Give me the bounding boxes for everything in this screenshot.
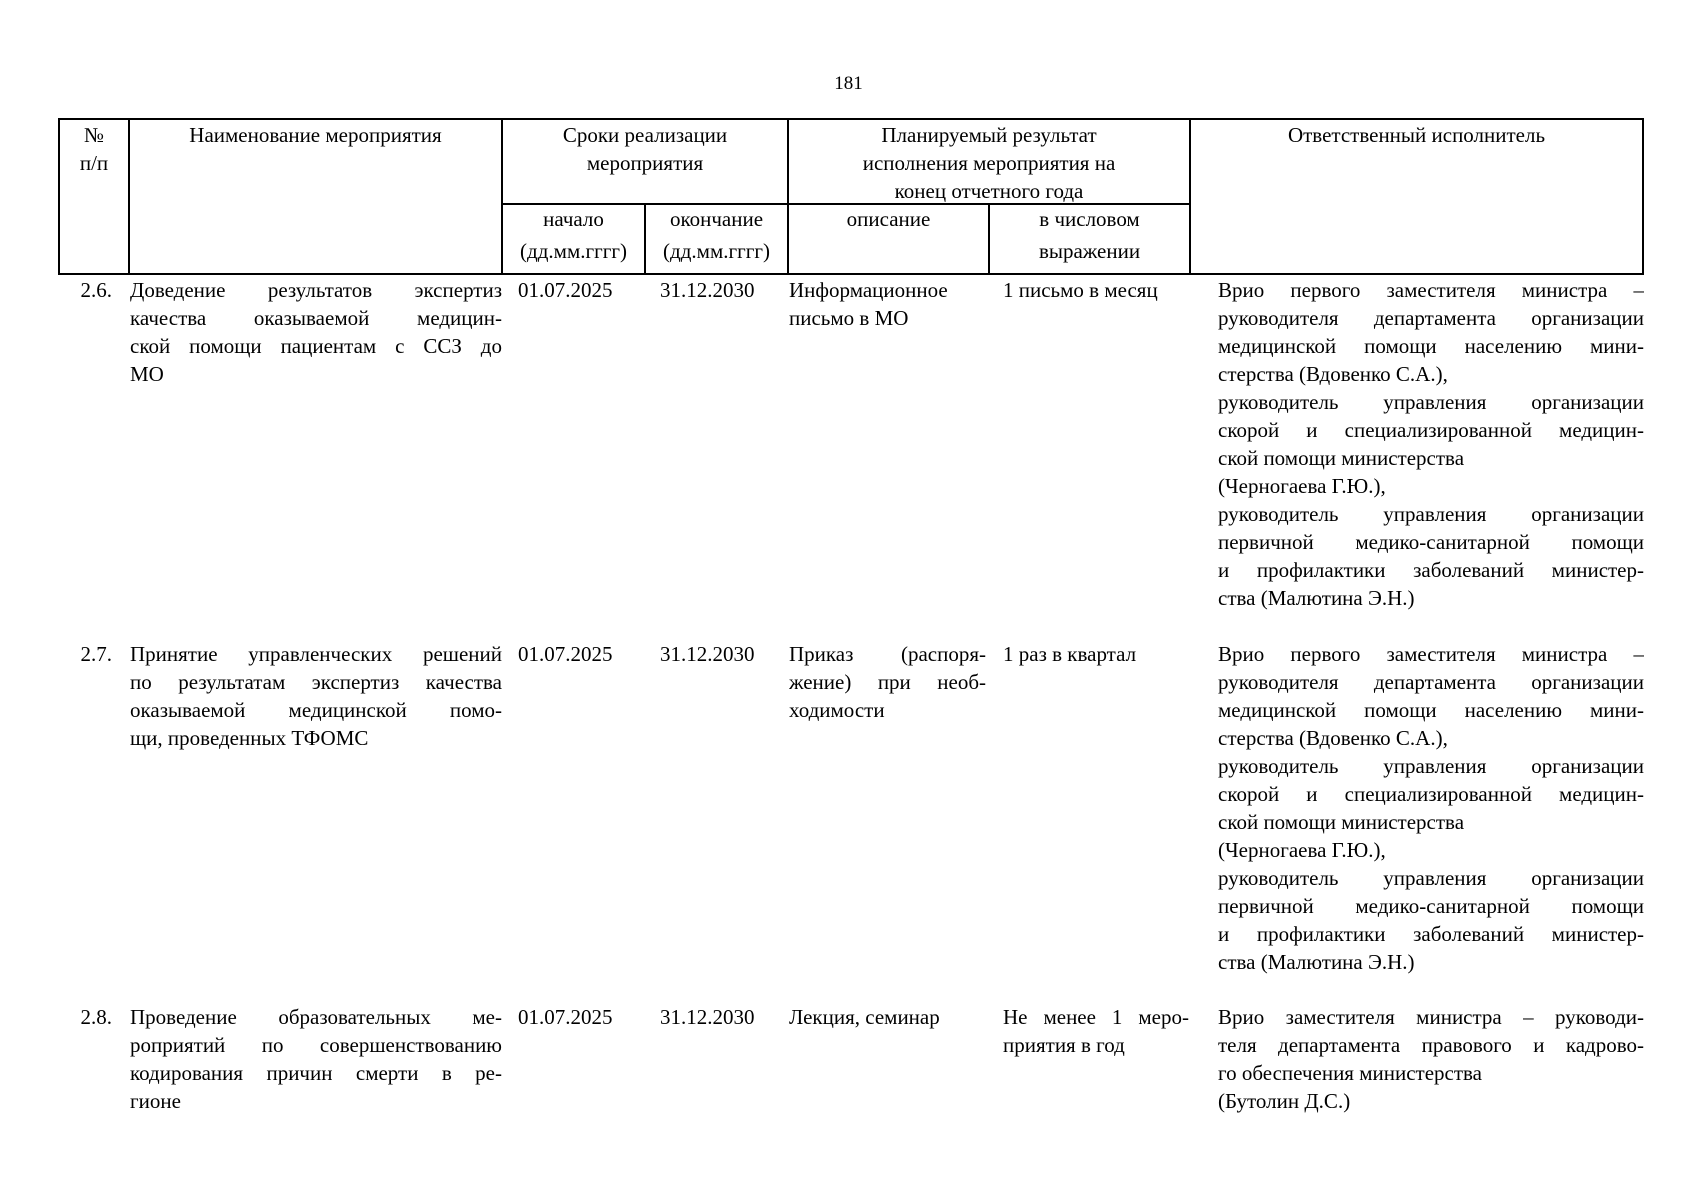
row-name-line: роприятий по совершенствованию — [130, 1033, 502, 1057]
row-resp-line: медицинской помощи населению мини- — [1218, 698, 1644, 722]
header-result-line: исполнения мероприятия на — [862, 151, 1116, 175]
row-resp-line: медицинской помощи населению мини- — [1218, 334, 1644, 358]
row-resp-line: ства (Малютина Э.Н.) — [1218, 586, 1415, 610]
header-result-qty — [990, 205, 1189, 265]
row-desc-line: ходимости — [789, 698, 885, 722]
row-name — [130, 1003, 502, 1115]
header-start-line: начало — [543, 207, 604, 231]
row-name-line: Доведение результатов экспертиз — [130, 278, 502, 302]
header-num-line: № — [83, 123, 105, 147]
row-resp-line: ства (Малютина Э.Н.) — [1218, 950, 1415, 974]
row-name-line: по результатам экспертиз качества — [130, 670, 502, 694]
header-num-line: п/п — [79, 151, 109, 175]
row-name-line: Проведение образовательных ме- — [130, 1005, 502, 1029]
row-description — [789, 640, 986, 724]
row-number: 2.7. — [80, 642, 112, 666]
row-number: 2.6. — [80, 278, 112, 302]
row-resp-line: скорой и специализированной медицин- — [1218, 418, 1644, 442]
header-end-line: окончание — [669, 207, 764, 231]
page-number: 181 — [834, 73, 863, 94]
row-resp-line: го обеспечения министерства — [1218, 1061, 1482, 1085]
header-period-line: Сроки реализации — [562, 123, 728, 147]
row-resp-line: Врио первого заместителя министра – — [1218, 278, 1644, 302]
header-result-desc: описание — [846, 207, 931, 231]
row-end-date: 31.12.2030 — [660, 642, 755, 666]
row-desc-line: Информационное — [789, 278, 948, 302]
header-period-end — [646, 205, 787, 265]
row-quantity — [1003, 640, 1189, 668]
row-resp-line: руководитель управления организации — [1218, 502, 1644, 526]
row-desc-line: Лекция, семинар — [789, 1005, 940, 1029]
header-end-line: (дд.мм.гггг) — [663, 239, 770, 263]
header-qty-line: выражении — [1038, 239, 1141, 263]
row-resp-line: руководителя департамента организации — [1218, 306, 1644, 330]
row-name-line: кодирования причин смерти в ре- — [130, 1061, 502, 1085]
row-end-date: 31.12.2030 — [660, 1005, 755, 1029]
row-number: 2.8. — [80, 1005, 112, 1029]
row-resp-line: (Черногаева Г.Ю.), — [1218, 474, 1386, 498]
row-resp-line: скорой и специализированной медицин- — [1218, 782, 1644, 806]
row-resp-line: руководитель управления организации — [1218, 390, 1644, 414]
row-resp-line: Врио заместителя министра – руководи- — [1218, 1005, 1644, 1029]
header-top-border — [58, 118, 1644, 120]
header-bottom-border — [58, 273, 1644, 275]
row-resp-line: и профилактики заболеваний министер- — [1218, 922, 1644, 946]
row-desc-line: письмо в МО — [789, 306, 909, 330]
row-resp-line: и профилактики заболеваний министер- — [1218, 558, 1644, 582]
row-qty-line: 1 письмо в месяц — [1003, 278, 1158, 302]
header-period-line: мероприятия — [586, 151, 704, 175]
row-desc-line: Приказ (распоря- — [789, 642, 986, 666]
row-resp-line: стерства (Вдовенко С.А.), — [1218, 362, 1448, 386]
row-name-line: оказываемой медицинской помо- — [130, 698, 502, 722]
row-name-line: МО — [130, 362, 164, 386]
row-start-date: 01.07.2025 — [518, 278, 613, 302]
header-qty-line: в числовом — [1039, 207, 1140, 231]
row-end-date: 31.12.2030 — [660, 278, 755, 302]
row-name-line: гионе — [130, 1089, 181, 1113]
header-period — [503, 121, 787, 177]
row-name-line: ской помощи пациентам с ССЗ до — [130, 334, 502, 358]
row-responsible — [1218, 640, 1644, 976]
row-start-date: 01.07.2025 — [518, 642, 613, 666]
row-resp-line: (Бутолин Д.С.) — [1218, 1089, 1351, 1113]
row-resp-line: первичной медико-санитарной помощи — [1218, 530, 1644, 554]
row-resp-line: ской помощи министерства — [1218, 446, 1465, 470]
row-description — [789, 276, 986, 332]
row-quantity — [1003, 1003, 1189, 1059]
table-header — [58, 118, 1644, 275]
row-resp-line: (Черногаева Г.Ю.), — [1218, 838, 1386, 862]
header-responsible: Ответственный исполнитель — [1287, 123, 1546, 147]
header-result-line: Планируемый результат — [881, 123, 1097, 147]
row-name — [130, 276, 502, 388]
header-right-border — [1642, 118, 1644, 275]
row-start-date: 01.07.2025 — [518, 1005, 613, 1029]
header-result-line: конец отчетного года — [894, 179, 1084, 203]
row-responsible — [1218, 1003, 1644, 1115]
row-qty-line: приятия в год — [1003, 1033, 1125, 1057]
row-name — [130, 640, 502, 752]
row-resp-line: ской помощи министерства — [1218, 810, 1465, 834]
row-resp-line: руководитель управления организации — [1218, 754, 1644, 778]
row-qty-line: 1 раз в квартал — [1003, 642, 1137, 666]
row-resp-line: руководителя департамента организации — [1218, 670, 1644, 694]
row-name-line: качества оказываемой медицин- — [130, 306, 502, 330]
row-name-line: Принятие управленческих решений — [130, 642, 502, 666]
header-name: Наименование мероприятия — [189, 123, 442, 147]
row-qty-line: Не менее 1 меро- — [1003, 1005, 1189, 1029]
header-start-line: (дд.мм.гггг) — [520, 239, 627, 263]
row-description — [789, 1003, 986, 1031]
row-resp-line: теля департамента правового и кадрово- — [1218, 1033, 1644, 1057]
row-responsible — [1218, 276, 1644, 612]
row-quantity — [1003, 276, 1189, 304]
row-desc-line: жение) при необ- — [789, 670, 986, 694]
header-num — [60, 121, 128, 177]
row-resp-line: руководитель управления организации — [1218, 866, 1644, 890]
row-resp-line: стерства (Вдовенко С.А.), — [1218, 726, 1448, 750]
row-resp-line: Врио первого заместителя министра – — [1218, 642, 1644, 666]
header-result — [789, 121, 1189, 205]
row-resp-line: первичной медико-санитарной помощи — [1218, 894, 1644, 918]
row-name-line: щи, проведенных ТФОМС — [130, 726, 369, 750]
header-period-start — [503, 205, 644, 265]
